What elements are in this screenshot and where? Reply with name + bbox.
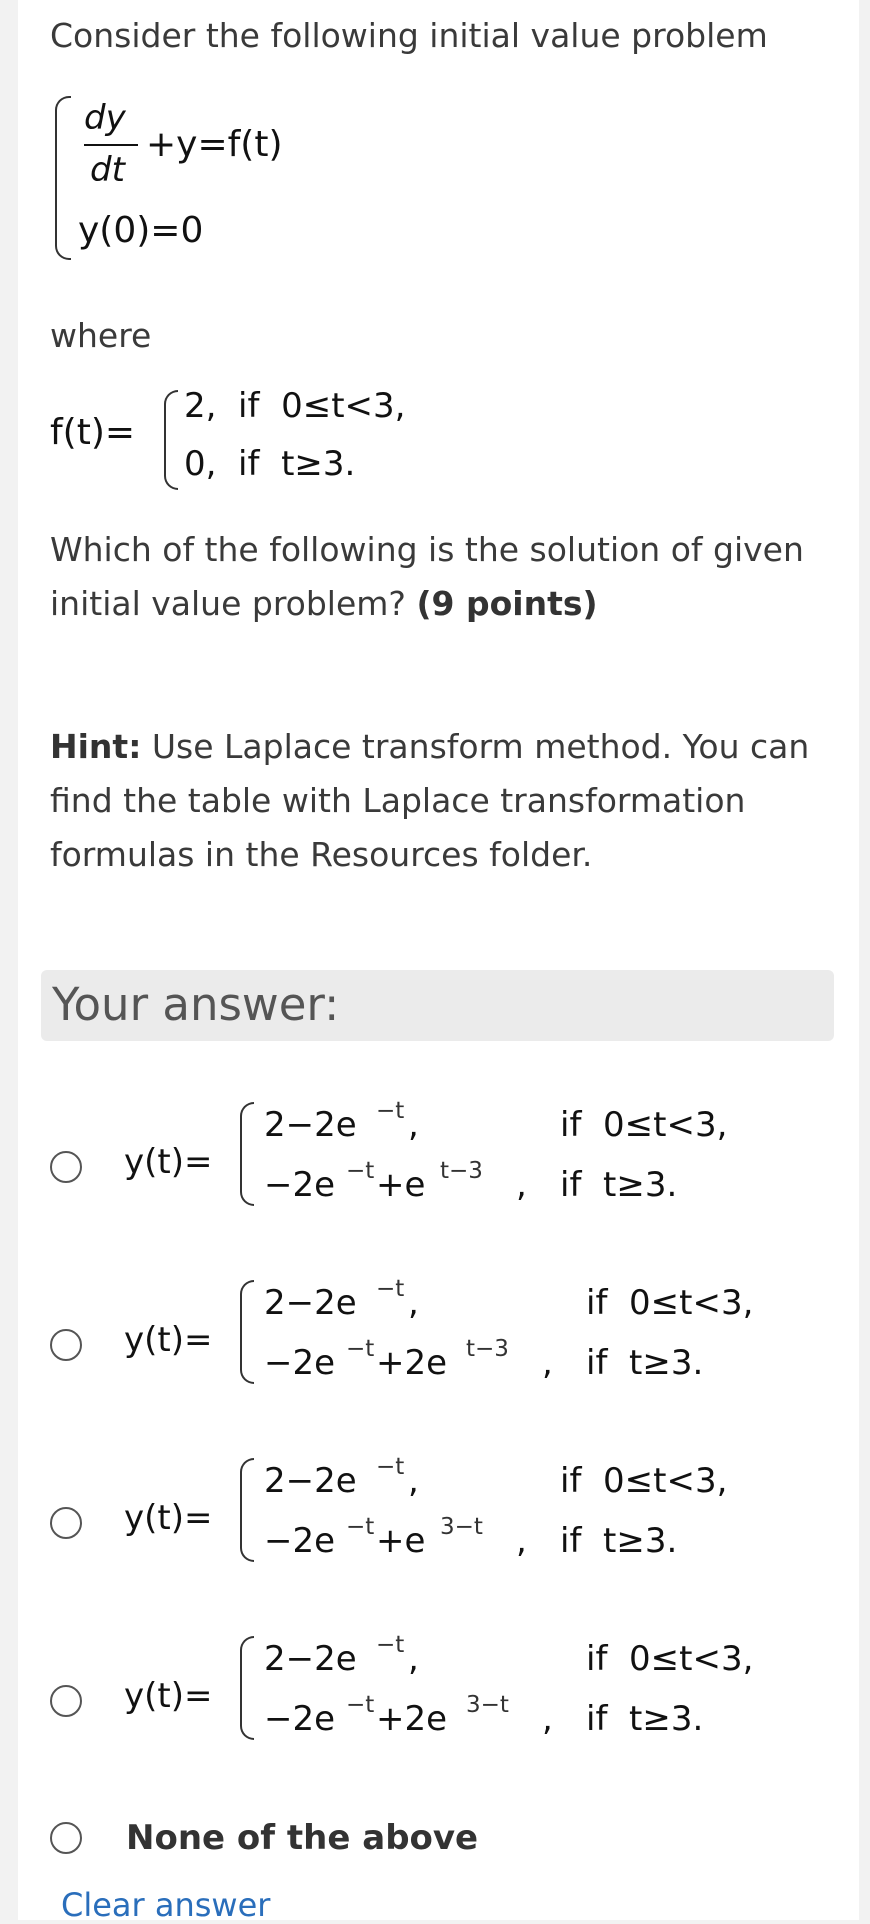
answer-label: Your answer: (52, 978, 340, 1031)
f-def-brace (164, 390, 178, 490)
option-row-2-cond: if t≥3. (560, 1521, 678, 1561)
option-row-2-comma: , (516, 1165, 527, 1205)
option-row-1-sup: −t (376, 1098, 405, 1124)
clear-answer-link[interactable]: Clear answer (61, 1886, 271, 1924)
option-row-2-sup-2: t−3 (440, 1158, 483, 1184)
option-row-2-mid: +2e (376, 1699, 448, 1739)
answer-option-4[interactable] (0, 1624, 870, 1764)
option-row-1-cond: if 0≤t<3, (560, 1461, 728, 1501)
option-brace (240, 1458, 254, 1562)
answer-option-3[interactable] (0, 1446, 870, 1586)
option-row-1-comma: , (408, 1639, 419, 1679)
where-text: where (50, 316, 152, 355)
question-prompt (50, 523, 830, 631)
radio-button[interactable] (50, 1507, 82, 1539)
ivp-initial-condition: y(0)=0 (78, 210, 204, 251)
question-intro: Consider the following initial value problem (50, 16, 768, 55)
ivp-equation-rhs: +y=f(t) (146, 124, 283, 165)
option-row-1-sup: −t (376, 1276, 405, 1302)
option-row-2-expr: −2e (264, 1343, 336, 1383)
option-row-1-sup: −t (376, 1454, 405, 1480)
option-row-2-sup-2: 3−t (440, 1514, 483, 1540)
radio-button[interactable] (50, 1685, 82, 1717)
none-of-the-above-label[interactable]: None of the above (126, 1818, 479, 1858)
option-row-1-expr: 2−2e (264, 1283, 357, 1323)
option-lhs: y(t)= (124, 1142, 213, 1182)
fraction-bar (84, 144, 138, 146)
option-row-2-expr: −2e (264, 1521, 336, 1561)
option-row-1-cond: if 0≤t<3, (560, 1105, 728, 1145)
option-row-1-cond: if 0≤t<3, (586, 1639, 754, 1679)
option-row-2-mid: +e (376, 1521, 426, 1561)
answer-option-2[interactable] (0, 1268, 870, 1408)
prompt-text: Which of the following is the solution of given initial value problem? (50, 530, 804, 623)
option-row-1-expr: 2−2e (264, 1639, 357, 1679)
points-badge: (9 points) (416, 584, 598, 623)
option-row-1-expr: 2−2e (264, 1105, 357, 1145)
option-row-2-sup-1: −t (346, 1336, 375, 1362)
option-lhs: y(t)= (124, 1498, 213, 1538)
option-row-2-cond: if t≥3. (560, 1165, 678, 1205)
hint-paragraph (50, 720, 830, 882)
ivp-brace (55, 96, 71, 260)
option-row-2-expr: −2e (264, 1165, 336, 1205)
f-def-row-1: 2, if 0≤t<3, (184, 386, 406, 426)
ivp-dy: dy (84, 98, 126, 138)
option-row-2-sup-2: t−3 (466, 1336, 509, 1362)
option-row-1-cond: if 0≤t<3, (586, 1283, 754, 1323)
option-row-2-comma: , (542, 1699, 553, 1739)
option-row-2-sup-1: −t (346, 1514, 375, 1540)
option-row-2-mid: +2e (376, 1343, 448, 1383)
answer-option-1[interactable] (0, 1090, 870, 1230)
option-row-2-expr: −2e (264, 1699, 336, 1739)
option-row-2-sup-1: −t (346, 1158, 375, 1184)
radio-none-of-the-above[interactable] (50, 1822, 82, 1854)
option-row-2-sup-1: −t (346, 1692, 375, 1718)
radio-button[interactable] (50, 1151, 82, 1183)
option-row-2-cond: if t≥3. (586, 1343, 704, 1383)
f-def-lhs: f(t)= (50, 412, 136, 453)
f-def-row-2: 0, if t≥3. (184, 444, 356, 484)
option-row-1-comma: , (408, 1283, 419, 1323)
option-row-2-cond: if t≥3. (586, 1699, 704, 1739)
option-row-2-comma: , (542, 1343, 553, 1383)
option-row-1-comma: , (408, 1105, 419, 1145)
option-lhs: y(t)= (124, 1320, 213, 1360)
option-row-1-sup: −t (376, 1632, 405, 1658)
option-lhs: y(t)= (124, 1676, 213, 1716)
option-row-1-comma: , (408, 1461, 419, 1501)
radio-button[interactable] (50, 1329, 82, 1361)
option-row-1-expr: 2−2e (264, 1461, 357, 1501)
ivp-dt: dt (90, 150, 125, 190)
option-row-2-comma: , (516, 1521, 527, 1561)
hint-text: Use Laplace transform method. You can find the table with Laplace transformation formulas in the Resources folder. (50, 727, 810, 874)
option-row-2-mid: +e (376, 1165, 426, 1205)
option-brace (240, 1636, 254, 1740)
option-brace (240, 1280, 254, 1384)
option-brace (240, 1102, 254, 1206)
hint-label: Hint: (50, 727, 142, 766)
option-row-2-sup-2: 3−t (466, 1692, 509, 1718)
